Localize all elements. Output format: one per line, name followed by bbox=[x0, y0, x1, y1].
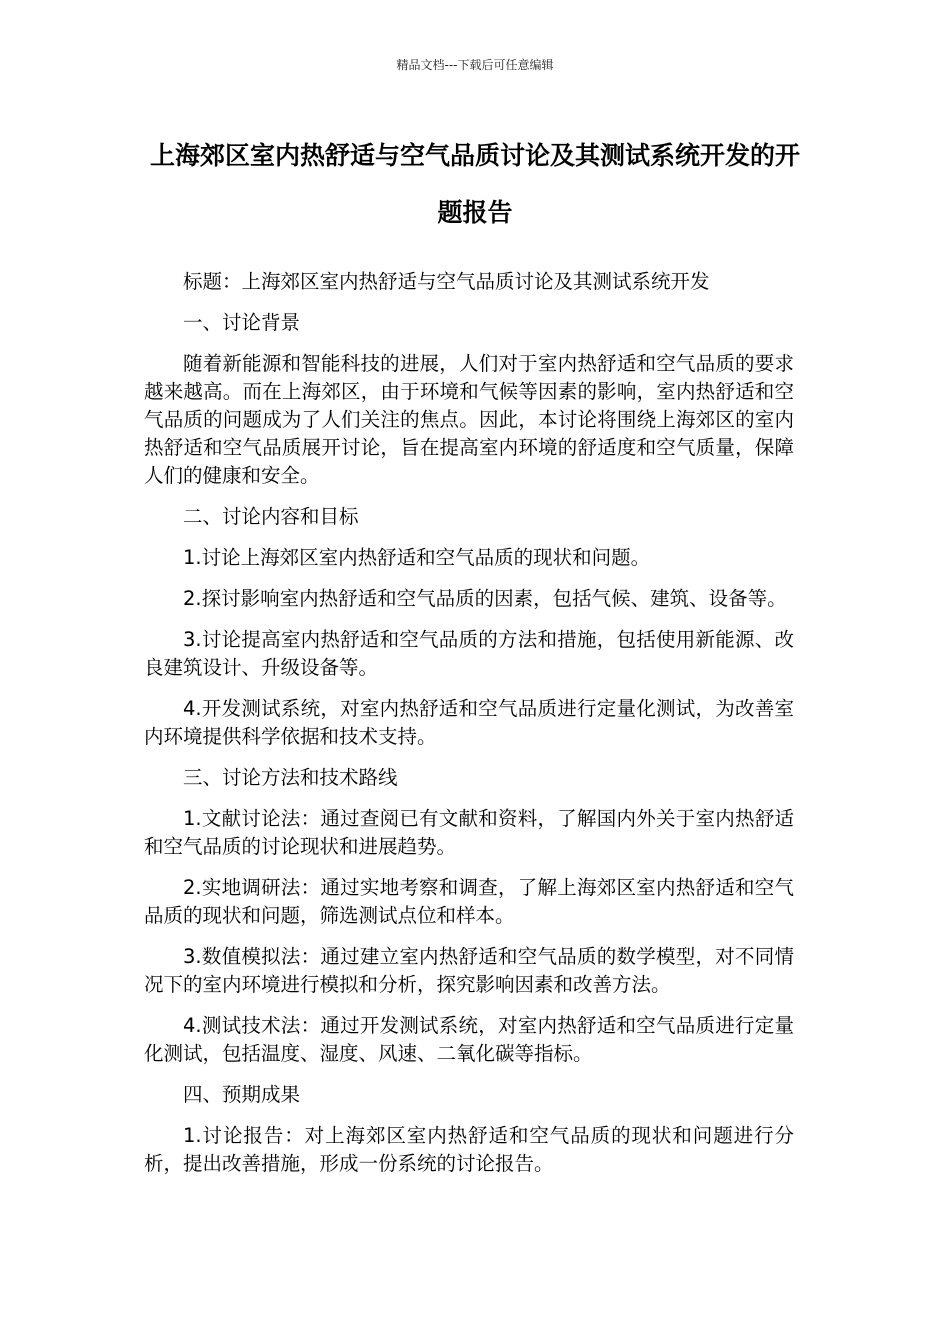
header-note: 精品文档---下载后可任意编辑 bbox=[396, 58, 554, 72]
method-item: 3.数值模拟法：通过建立室内热舒适和空气品质的数学模型，对不同情况下的室内环境进行模拟和分析，探究影响因素和改善方法。 bbox=[144, 945, 794, 996]
method-item: 1.文献讨论法：通过查阅已有文献和资料，了解国内外关于室内热舒适和空气品质的讨论现状和进展趋势。 bbox=[144, 807, 794, 858]
method-item: 4.测试技术法：通过开发测试系统，对室内热舒适和空气品质进行定量化测试，包括温度、湿度、风速、二氧化碳等指标。 bbox=[144, 1014, 794, 1065]
section-heading-content-goals: 二、讨论内容和目标 bbox=[183, 505, 359, 528]
content-item: 4.开发测试系统，对室内热舒适和空气品质进行定量化测试，为改善室内环境提供科学依据和技术支持。 bbox=[144, 697, 794, 748]
result-item: 1.讨论报告：对上海郊区室内热舒适和空气品质的现状和问题进行分析，提出改善措施，形成一份系统的讨论报告。 bbox=[144, 1124, 794, 1175]
document-body bbox=[144, 268, 794, 1191]
content-item: 2.探讨影响室内热舒适和空气品质的因素，包括气候、建筑、设备等。 bbox=[183, 587, 787, 610]
section-heading-expected-results: 四、预期成果 bbox=[183, 1083, 301, 1106]
content-item: 1.讨论上海郊区室内热舒适和空气品质的现状和问题。 bbox=[183, 546, 651, 569]
document-title: 上海郊区室内热舒适与空气品质讨论及其测试系统开发的开题报告 bbox=[149, 141, 800, 227]
section-heading-methods: 三、讨论方法和技术路线 bbox=[183, 766, 398, 789]
section-heading-background: 一、讨论背景 bbox=[183, 311, 301, 334]
method-item: 2.实地调研法：通过实地考察和调查，了解上海郊区室内热舒适和空气品质的现状和问题，筛选测试点位和样本。 bbox=[144, 876, 794, 927]
subject-line: 标题：上海郊区室内热舒适与空气品质讨论及其测试系统开发 bbox=[183, 270, 710, 293]
content-item: 3.讨论提高室内热舒适和空气品质的方法和措施，包括使用新能源、改良建筑设计、升级设备等。 bbox=[144, 628, 794, 679]
background-paragraph: 随着新能源和智能科技的进展，人们对于室内热舒适和空气品质的要求越来越高。而在上海郊区，由于环境和气候等因素的影响，室内热舒适和空气品质的问题成为了人们关注的焦点。因此，本讨论将围绕上海郊区的室内热舒适和空气品质展开讨论，旨在提高室内环境的舒适度和空气质量，保障人们的健康和安全。 bbox=[144, 352, 794, 487]
